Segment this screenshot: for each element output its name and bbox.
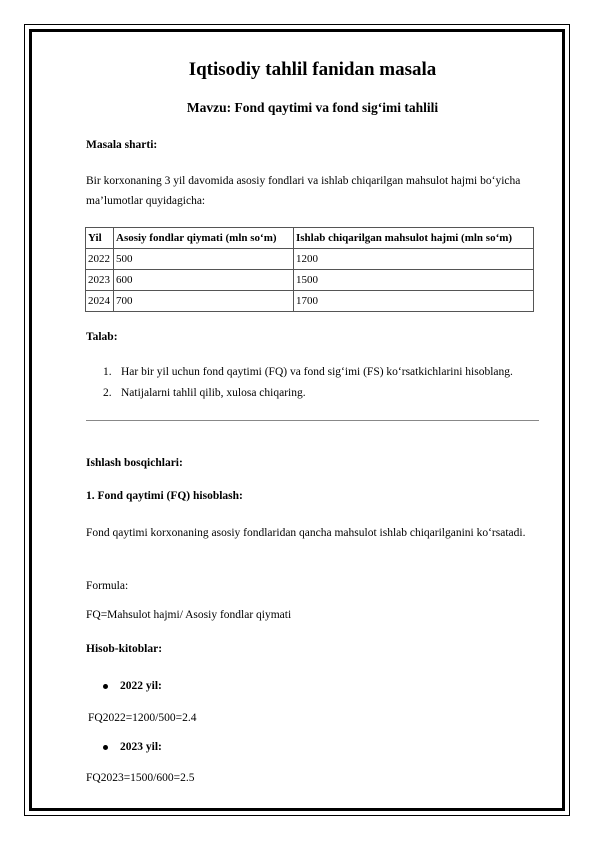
document-title: Iqtisodiy tahlil fanidan masala	[188, 59, 437, 80]
table-row	[86, 291, 534, 312]
table-row	[86, 249, 534, 270]
table-cell: 1700	[294, 291, 534, 312]
bullet-icon	[103, 745, 108, 750]
table-header-cell: Ishlab chiqarilgan mahsulot hajmi (mln so‘m)	[294, 228, 534, 249]
table-header-cell: Asosiy fondlar qiymati (mln so‘m)	[114, 228, 294, 249]
calc-expression: FQ2023=1500/600=2.5	[86, 772, 195, 784]
calc-heading: Hisob-kitoblar:	[86, 643, 163, 655]
table-row	[86, 270, 534, 291]
table-cell: 2023	[86, 270, 114, 291]
document-subtitle: Mavzu: Fond qaytimi va fond sig‘imi tahlili	[186, 100, 439, 115]
calc-year-label: 2023 yil:	[120, 741, 162, 753]
calc-year-label: 2022 yil:	[120, 680, 162, 692]
formula: FQ=Mahsulot hajmi/ Asosiy fondlar qiymati	[86, 609, 292, 621]
step1-heading: 1. Fond qaytimi (FQ) hisoblash:	[86, 490, 243, 502]
condition-text: Bir korxonaning 3 yil davomida asosiy fondlari va ishlab chiqarilgan mahsulot hajmi bo‘yicha ma’lumotlar quyidagicha:	[86, 175, 521, 207]
steps-heading: Ishlash bosqichlari:	[86, 457, 183, 469]
section-divider	[86, 420, 539, 421]
task-heading: Talab:	[86, 331, 118, 343]
table-cell: 1500	[294, 270, 534, 291]
task-text: Natijalarni tahlil qilib, xulosa chiqaring.	[121, 387, 306, 399]
table-cell: 2024	[86, 291, 114, 312]
table-header-row	[86, 228, 534, 249]
table-cell: 2022	[86, 249, 114, 270]
condition-heading: Masala sharti:	[86, 139, 158, 151]
task-text: Har bir yil uchun fond qaytimi (FQ) va fond sig‘imi (FS) ko‘rsatkichlarini hisoblang.	[121, 366, 513, 378]
table-cell: 600	[114, 270, 294, 291]
calc-expression: FQ2022=1200/500=2.4	[88, 712, 197, 724]
step1-text: Fond qaytimi korxonaning asosiy fondlaridan qancha mahsulot ishlab chiqarilganini ko‘rsatadi.	[86, 527, 526, 539]
table-cell: 700	[114, 291, 294, 312]
formula-label: Formula:	[86, 580, 129, 592]
data-table	[85, 227, 534, 312]
task-number: 1.	[103, 366, 112, 378]
bullet-icon	[103, 684, 108, 689]
table-cell: 500	[114, 249, 294, 270]
task-number: 2.	[103, 387, 112, 399]
table-header-cell: Yil	[86, 228, 114, 249]
table-cell: 1200	[294, 249, 534, 270]
